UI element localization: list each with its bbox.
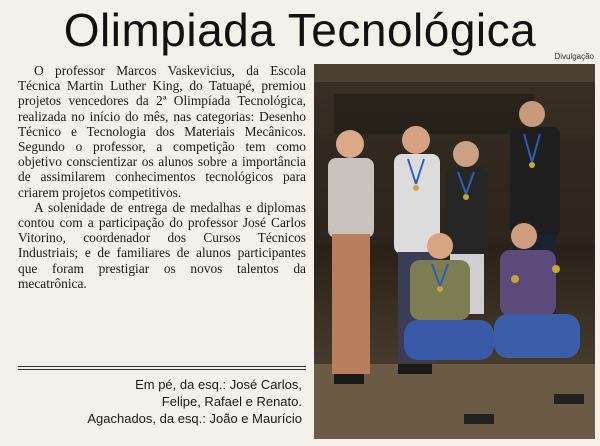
article-body <box>18 63 306 291</box>
caption-line-2: Felipe, Rafael e Renato. <box>161 394 302 409</box>
article-paragraph-2: A solenidade de entrega de medalhas e diplomas contou com a participação do professor José Carlos Vitorino, coordenador dos Cursos Técnicos Industriais; e de familiares de alunos participantes que foram prestigiar os novos talentos da mecatrônica. <box>18 199 306 291</box>
photo-credit: Divulgação <box>554 52 594 61</box>
caption-line-3: Agachados, da esq.: João e Maurício <box>87 411 302 426</box>
caption-line-1: Em pé, da esq.: José Carlos, <box>135 377 302 392</box>
caption-divider-2 <box>18 369 306 370</box>
caption-divider <box>18 366 306 367</box>
article-paragraph-1: O professor Marcos Vaskevicius, da Escola Técnica Martin Luther King, do Tatuapé, premiou projetos vencedores da 2ª Olimpíada Tecnológica, realizada no início do mês, nas categorias: Desenho Técnico e Tecnologia dos Materiais Mecânicos. Segundo o professor, a competição tem como objetivo conscientizar os alunos sobre a importância de assimilarem conhecimentos tecnológicos para criarem projetos competitivos. <box>18 63 306 200</box>
group-photo <box>314 64 595 439</box>
photo-caption <box>40 376 302 427</box>
person-jose-carlos <box>328 130 374 374</box>
group-photo-illustration <box>314 64 595 439</box>
headline: Olimpiada Tecnológica <box>63 4 537 56</box>
